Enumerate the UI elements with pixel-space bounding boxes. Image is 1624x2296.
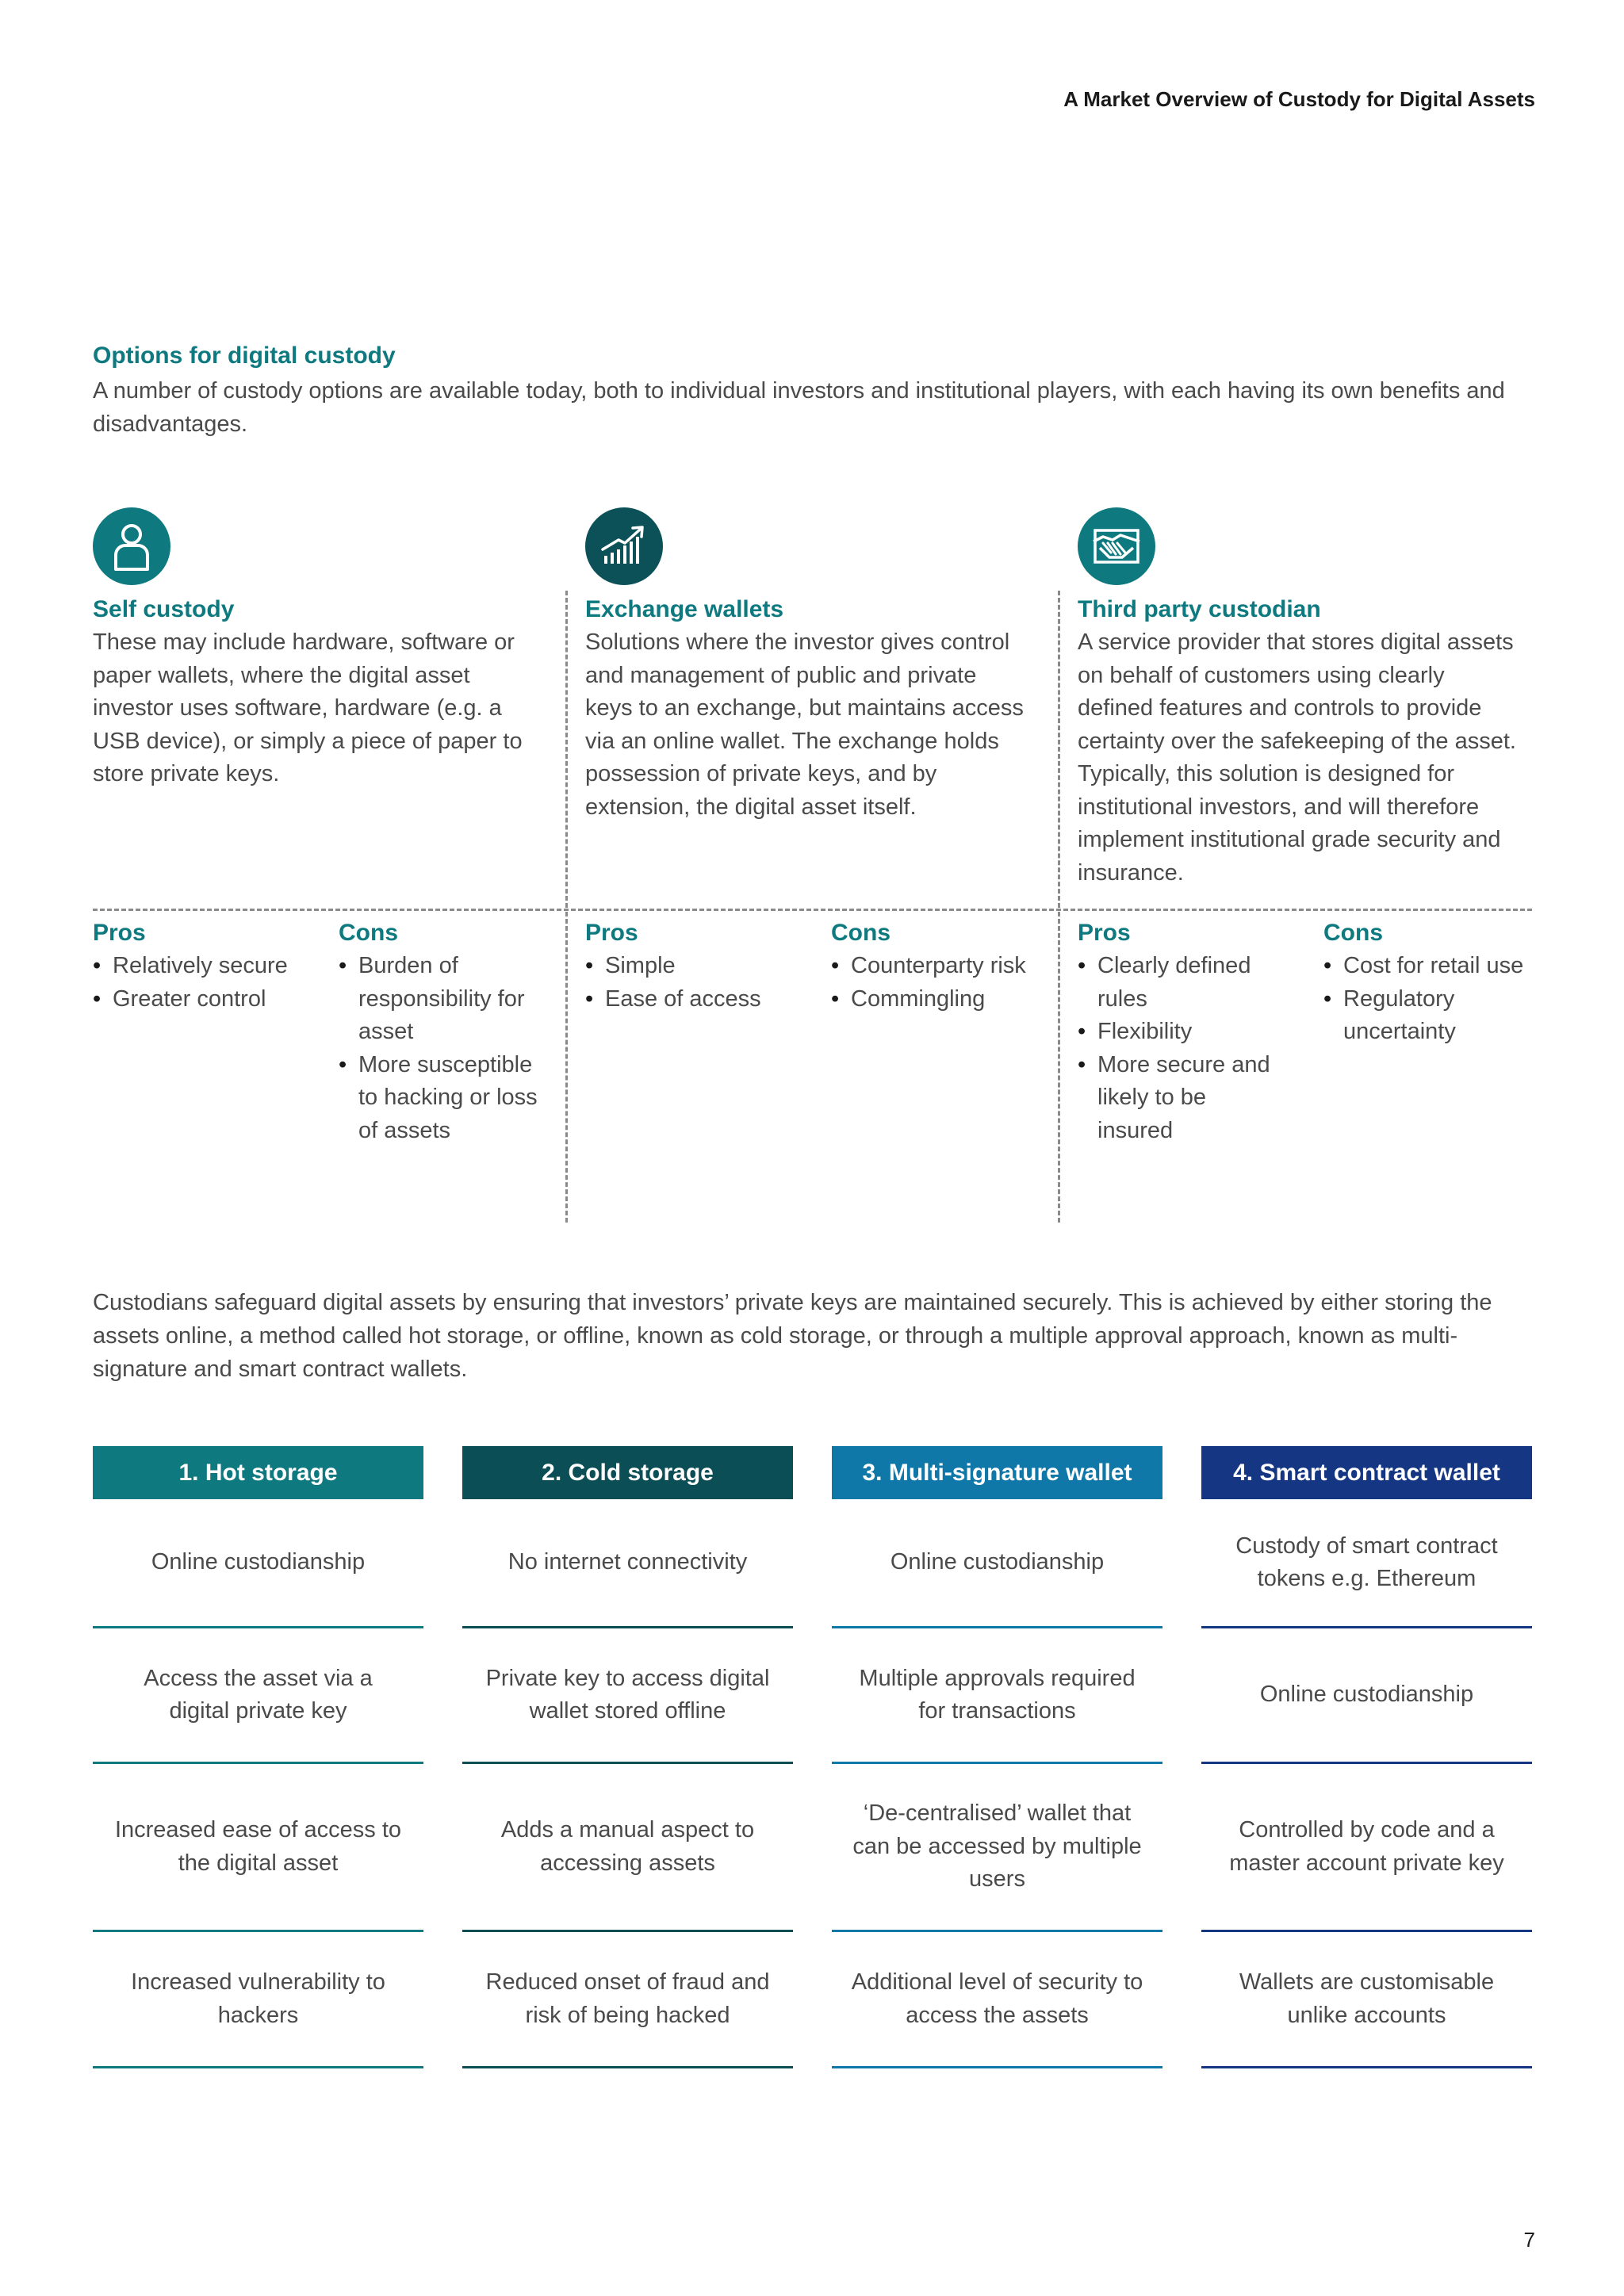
pros-heading: Pros (93, 920, 146, 946)
storage-column-smart-contract (1201, 1446, 1532, 2068)
cons-self-custody (339, 920, 557, 1147)
option-description: A service provider that stores digital assets on behalf of customers using clearly defined features and controls to provide certainty over the safekeeping of the asset. Typically, this solution is designed for institutional investors, and will therefore implement institutional grade security and insurance. (1078, 629, 1516, 886)
storage-intro: Custodians safeguard digital assets by ensuring that investors’ private keys are maintained securely. This is achieved by either storing the assets online, a method called hot storage, or offline, known as cold storage, or through a multiple approval approach, known as multi-signature and smart contract wallets. (93, 1290, 1492, 1382)
cons-third-party-custodian (1323, 920, 1542, 1049)
list-item: • Burden of responsibility for asset (339, 950, 557, 1049)
list-item: • Flexibility (1078, 1016, 1276, 1049)
table-cell: Wallets are customisable unlike accounts (1201, 1932, 1532, 2068)
column-divider (565, 912, 568, 1223)
pros-third-party-custodian (1078, 920, 1276, 1147)
table-cell: Custody of smart contract tokens e.g. Ethereum (1201, 1499, 1532, 1628)
page-number: 7 (1523, 2228, 1535, 2252)
column-divider (565, 591, 568, 908)
table-cell: Additional level of security to access the assets (832, 1932, 1162, 2068)
cons-heading: Cons (339, 920, 398, 946)
list-item: • Counterparty risk (831, 950, 1061, 983)
pros-cons-divider (93, 909, 1532, 911)
list-item: • Regulatory uncertainty (1323, 983, 1542, 1049)
option-title: Self custody (93, 596, 235, 622)
table-cell: No internet connectivity (462, 1499, 793, 1628)
table-cell: Online custodianship (1201, 1628, 1532, 1764)
cons-heading: Cons (831, 920, 891, 946)
table-cell: Adds a manual aspect to accessing assets (462, 1764, 793, 1932)
storage-column-hot (93, 1446, 423, 2068)
list-item: • Commingling (831, 983, 1061, 1016)
pros-heading: Pros (585, 920, 638, 946)
pros-exchange-wallets (585, 920, 815, 1016)
option-description: Solutions where the investor gives control and management of public and private keys to an exchange, but maintains access via an online wallet. The exchange holds possession of private keys, and by extension, the digital asset itself. (585, 629, 1024, 820)
table-cell: Multiple approvals required for transactions (832, 1628, 1162, 1764)
section-intro: A number of custody options are available today, both to individual investors and institutional players, with each having its own benefits and disadvantages. (93, 378, 1505, 437)
option-exchange-wallets (585, 507, 1029, 824)
handshake-icon (1078, 507, 1155, 585)
table-cell: Online custodianship (832, 1499, 1162, 1628)
list-item: • More secure and likely to be insured (1078, 1049, 1276, 1148)
section-title: Options for digital custody (93, 342, 396, 369)
option-third-party-custodian (1078, 507, 1522, 890)
table-cell: Access the asset via a digital private key (93, 1628, 423, 1764)
person-icon (93, 507, 170, 585)
cons-exchange-wallets (831, 920, 1061, 1016)
table-cell: Online custodianship (93, 1499, 423, 1628)
storage-column-multisig (832, 1446, 1162, 2068)
list-item: • Ease of access (585, 983, 815, 1016)
pros-self-custody (93, 920, 323, 1016)
table-cell: Increased vulnerability to hackers (93, 1932, 423, 2068)
running-header: A Market Overview of Custody for Digital Assets (1063, 87, 1535, 111)
list-item: • Cost for retail use (1323, 950, 1542, 983)
column-header: 3. Multi-signature wallet (832, 1446, 1162, 1499)
column-header: 2. Cold storage (462, 1446, 793, 1499)
column-header: 4. Smart contract wallet (1201, 1446, 1532, 1499)
table-cell: Private key to access digital wallet stored offline (462, 1628, 793, 1764)
list-item: • Simple (585, 950, 815, 983)
table-cell: Reduced onset of fraud and risk of being hacked (462, 1932, 793, 2068)
list-item: • Clearly defined rules (1078, 950, 1276, 1016)
list-item: • Greater control (93, 983, 323, 1016)
pros-heading: Pros (1078, 920, 1131, 946)
column-header: 1. Hot storage (93, 1446, 423, 1499)
option-title: Exchange wallets (585, 596, 784, 622)
table-cell: Controlled by code and a master account private key (1201, 1764, 1532, 1932)
option-description: These may include hardware, software or paper wallets, where the digital asset investor uses software, hardware (e.g. a USB device), or simply a piece of paper to store private keys. (93, 629, 523, 786)
list-item: • More susceptible to hacking or loss of assets (339, 1049, 557, 1148)
table-cell: ‘De-centralised’ wallet that can be accessed by multiple users (832, 1764, 1162, 1932)
growth-chart-icon (585, 507, 663, 585)
column-divider (1058, 591, 1060, 908)
storage-column-cold (462, 1446, 793, 2068)
table-cell: Increased ease of access to the digital asset (93, 1764, 423, 1932)
option-self-custody (93, 507, 537, 791)
option-title: Third party custodian (1078, 596, 1321, 622)
list-item: • Relatively secure (93, 950, 323, 983)
cons-heading: Cons (1323, 920, 1383, 946)
